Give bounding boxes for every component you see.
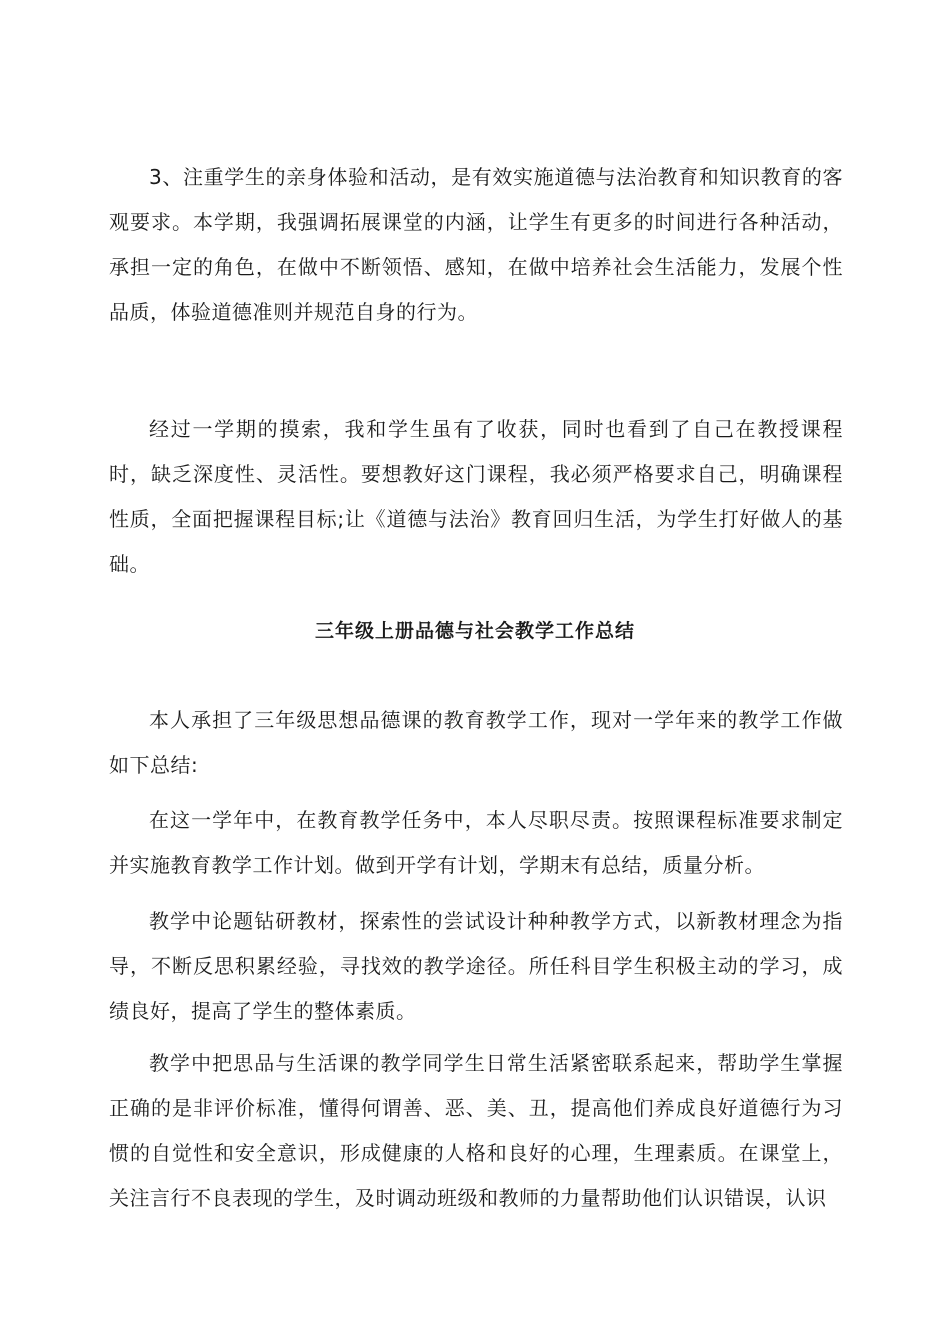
paragraph-duties: 在这一学年中，在教育教学任务中，本人尽职尽责。按照课程标准要求制定并实施教育教学工作计划。做到开学有计划，学期末有总结，质量分析。 [109,808,843,877]
paragraph-reflection: 经过一学期的摸索，我和学生虽有了收获，同时也看到了自己在教授课程时，缺乏深度性、灵活性。要想教好这门课程，我必须严格要求自己，明确课程性质，全面把握课程目标;让《道德与法治》教育回归生活，为学生打好做人的基础。 [109,417,843,576]
paragraph-teaching-methods: 教学中论题钻研教材，探索性的尝试设计种种教学方式，以新教材理念为指导，不断反思积累经验，寻找效的教学途径。所任科目学生积极主动的学习，成绩良好，提高了学生的整体素质。 [109,909,843,1023]
paragraph-intro: 本人承担了三年级思想品德课的教育教学工作，现对一学年来的教学工作做如下总结: [109,708,843,777]
section-heading: 三年级上册品德与社会教学工作总结 [314,620,635,642]
paragraph-activities: 3、注重学生的亲身体验和活动，是有效实施道德与法治教育和知识教育的客观要求。本学期，我强调拓展课堂的内涵，让学生有更多的时间进行各种活动，承担一定的角色，在做中不断领悟、感知，在做中培养社会生活能力，发展个性品质，体验道德准则并规范自身的行为。 [109,165,843,324]
paragraph-life-connection: 教学中把思品与生活课的教学同学生日常生活紧密联系起来，帮助学生掌握正确的是非评价标准，懂得何谓善、恶、美、丑，提高他们养成良好道德行为习惯的自觉性和安全意识，形成健康的人格和良好的心理，生理素质。在课堂上，关注言行不良表现的学生，及时调动班级和教师的力量帮助他们认识错误，认识 [109,1051,843,1210]
